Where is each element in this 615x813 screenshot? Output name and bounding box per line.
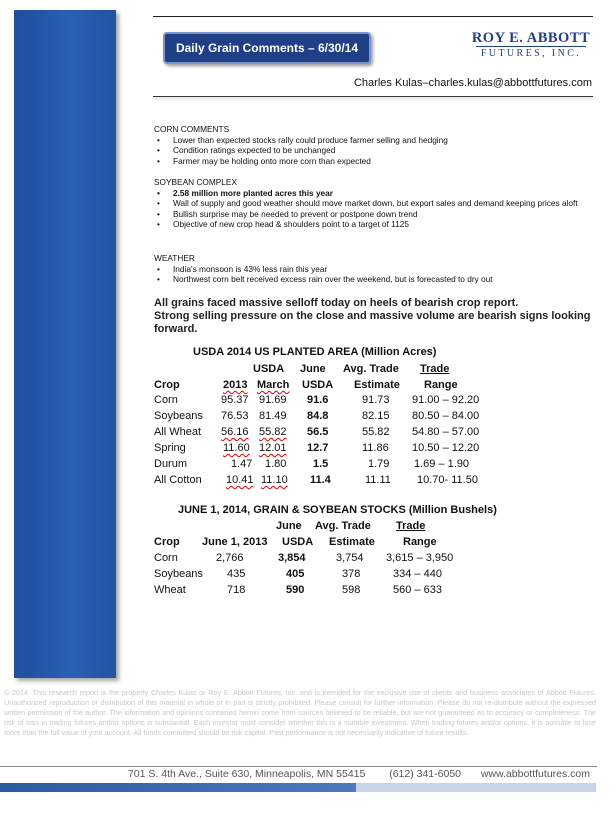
row-crop: Corn <box>154 394 178 406</box>
row-june: 1.5 <box>313 458 329 470</box>
row-crop: All Wheat <box>154 426 202 438</box>
header-2013: 2013 <box>223 379 248 391</box>
table-title: USDA 2014 US PLANTED AREA (Million Acres) <box>193 346 437 358</box>
row-2013: 718 <box>227 584 246 596</box>
row-crop: Durum <box>154 458 188 470</box>
row-estimate: 55.82 <box>362 426 390 438</box>
row-estimate: 598 <box>342 584 361 596</box>
logo-subtitle: FUTURES, INC. <box>476 46 586 60</box>
row-estimate: 11.11 <box>365 474 391 486</box>
list-item: • Objective of new crop head & shoulders point to a target of 1125 <box>154 219 594 230</box>
row-march: 11.10 <box>261 474 288 486</box>
row-range: 3,615 – 3,950 <box>386 552 454 564</box>
sidebar-band <box>14 10 116 678</box>
row-2013: 11.60 <box>223 442 250 454</box>
soybean-heading: SOYBEAN COMPLEX <box>154 177 237 187</box>
row-estimate: 1.79 <box>368 458 390 470</box>
header-crop: Crop <box>154 536 180 548</box>
row-2013: 435 <box>227 568 246 580</box>
row-march: 55.82 <box>259 426 287 438</box>
top-rule <box>153 16 593 17</box>
row-estimate: 11.86 <box>362 442 389 454</box>
row-june: 56.5 <box>307 426 329 438</box>
header-estimate: Estimate <box>329 536 375 548</box>
row-june: 91.6 <box>307 394 329 406</box>
row-range: 10.70- 11.50 <box>417 474 478 486</box>
header-avg-trade: Avg. Trade <box>315 520 371 532</box>
footer-divider <box>0 766 597 767</box>
row-june: 3,854 <box>278 552 306 564</box>
header-usda-2: USDA <box>302 379 334 391</box>
row-2013: 76.53 <box>221 410 249 422</box>
row-june: 590 <box>286 584 305 596</box>
header-june: June <box>276 520 302 532</box>
header-range: Range <box>403 536 437 548</box>
disclaimer-text: © 2014. This research report is the property Charles Kulas or Roy E. Abbott Futures, Inc. and is intended for the exclusive use of clients and business associates of Abbott Futures. Unauthorized reproduction or distribution of this material in whole or in part is strictly prohibited. Please consult for further information. Please do not re-distribute without the expressed written permission of the author. The information and opinions contained herein come from sources believed to be reliable, but are not guaranteed as to accuracy or completeness. The risk of loss in trading futures and/or options is substantial. Each investor must consider whether this is a suitable investment. When trading futures and/or options, it is possible to lose more than the full value of your account. All funds committed should be risk capital. Past performance is not necessarily indicative of future results. <box>4 688 596 737</box>
soybean-section <box>154 177 594 230</box>
row-march: 1.80 <box>265 458 287 470</box>
header-crop: Crop <box>154 379 180 391</box>
header-range: Range <box>424 379 458 391</box>
row-range: 1.69 – 1.90 <box>414 458 470 470</box>
corn-section <box>154 124 594 166</box>
header-avg-trade: Avg. Trade <box>343 363 399 375</box>
row-june: 12.7 <box>307 442 329 454</box>
row-crop: Spring <box>154 442 186 454</box>
weather-section <box>154 253 594 285</box>
row-march: 91.69 <box>259 394 287 406</box>
table-title: JUNE 1, 2014, GRAIN & SOYBEAN STOCKS (Million Bushels) <box>178 504 497 516</box>
row-estimate: 82.15 <box>362 410 390 422</box>
row-crop: All Cotton <box>154 474 202 486</box>
row-march: 12.01 <box>259 442 287 454</box>
row-june: 405 <box>286 568 305 580</box>
row-range: 80.50 – 84.00 <box>412 410 480 422</box>
weather-heading: WEATHER <box>154 253 195 263</box>
list-item: • India's monsoon is 43% less rain this year <box>154 264 594 275</box>
list-item: • Wall of supply and good weather should move market down, but export sales and demand keeping prices aloft <box>154 198 594 209</box>
footer-bar-dark <box>0 783 356 792</box>
row-estimate: 91.73 <box>362 394 390 406</box>
row-range: 10.50 – 12.20 <box>412 442 480 454</box>
footer-website[interactable]: www.abbottfutures.com <box>480 768 590 780</box>
header-usda: USDA <box>253 363 285 375</box>
list-item: • Farmer may be holding onto more corn than expected <box>154 156 594 167</box>
header-estimate: Estimate <box>354 379 400 391</box>
row-range: 334 – 440 <box>393 568 442 580</box>
row-2013: 10.41 <box>226 474 254 486</box>
logo-name: ROY E. ABBOTT <box>471 30 591 46</box>
list-item: • Lower than expected stocks rally could produce farmer selling and hedging <box>154 135 594 146</box>
row-june: 11.4 <box>310 474 331 486</box>
footer-address: 701 S. 4th Ave., Suite 630, Minneapolis, MN 55415 <box>127 768 366 780</box>
header-june-2013: June 1, 2013 <box>202 536 268 548</box>
row-2013: 95.37 <box>221 394 249 406</box>
row-crop: Soybeans <box>154 410 203 422</box>
report-title: Daily Grain Comments – 6/30/14 <box>163 32 371 64</box>
row-2013: 56.16 <box>221 426 249 438</box>
list-item: • Northwest corn belt received excess rain over the weekend, but is forecasted to dry out <box>154 274 594 285</box>
row-2013: 1.47 <box>231 458 253 470</box>
row-range: 54.80 – 57.00 <box>412 426 480 438</box>
row-2013: 2,766 <box>216 552 244 564</box>
corn-heading: CORN COMMENTS <box>154 124 230 134</box>
row-estimate: 378 <box>342 568 361 580</box>
header-trade: Trade <box>396 520 426 532</box>
row-estimate: 3,754 <box>336 552 364 564</box>
row-range: 91.00 – 92.20 <box>412 394 480 406</box>
row-crop: Wheat <box>154 584 186 596</box>
footer-bar-light <box>356 783 596 792</box>
list-item: • Bullish surprise may be needed to prevent or postpone down trend <box>154 209 594 220</box>
row-june: 84.8 <box>307 410 329 422</box>
market-summary <box>154 297 594 336</box>
header-march: March <box>257 379 290 391</box>
row-crop: Corn <box>154 552 178 564</box>
footer-contact <box>0 768 590 780</box>
header-june: June <box>300 363 326 375</box>
summary-line-1: All grains faced massive selloff today on heels of bearish crop report. <box>154 297 519 309</box>
list-item: • 2.58 million more planted acres this year <box>154 188 594 199</box>
header-divider <box>153 96 593 97</box>
footer-phone: (612) 341-6050 <box>389 768 462 780</box>
row-march: 81.49 <box>259 410 287 422</box>
list-item: • Condition ratings expected to be unchanged <box>154 145 594 156</box>
company-logo <box>470 30 592 62</box>
row-crop: Soybeans <box>154 568 203 580</box>
header-trade: Trade <box>420 363 450 375</box>
summary-line-2: Strong selling pressure on the close and massive volume are bearish signs looking forward. <box>154 310 591 335</box>
row-range: 560 – 633 <box>393 584 442 596</box>
contact-line: Charles Kulas–charles.kulas@abbottfutures.com <box>353 77 592 89</box>
header-usda: USDA <box>282 536 314 548</box>
